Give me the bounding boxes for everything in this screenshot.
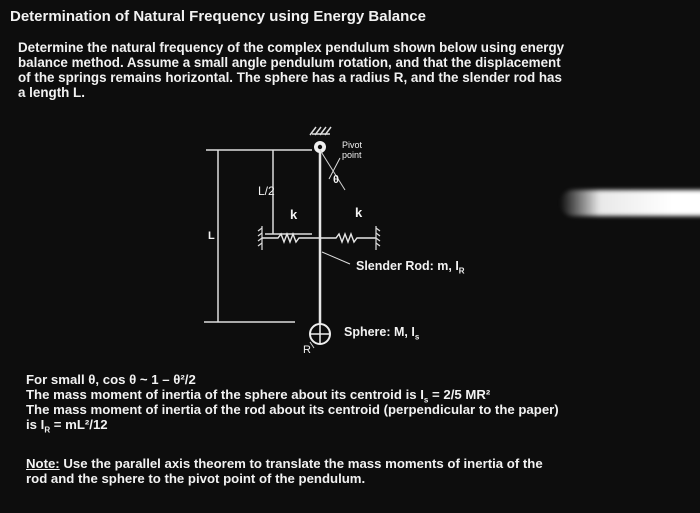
pivot-label-line2: point — [342, 150, 362, 160]
small-angle-note: For small θ, cos θ ~ 1 – θ²/2 — [26, 372, 196, 387]
sphere-inertia-note: The mass moment of inertia of the sphere about its centroid is $I_s = 2/5$ MR² — [26, 387, 491, 405]
theta-label: θ — [333, 174, 339, 186]
rod-label: Slender Rod: m, $I_R$ — [356, 259, 465, 276]
left-spring — [262, 234, 320, 242]
problem-line-4: a length L. — [18, 85, 85, 100]
parallel-axis-note: Note: Use the parallel axis theorem to translate the mass moments of inertia of the — [26, 456, 543, 471]
problem-line-3: of the springs remains horizontal. The sphere has a radius R, and the slender rod has — [18, 70, 562, 85]
problem-line-1: Determine the natural frequency of the complex pendulum shown below using energy — [18, 40, 565, 55]
left-wall — [258, 226, 262, 250]
right-spring-label: k — [355, 205, 363, 220]
left-spring-label: k — [290, 207, 298, 222]
length-label: L — [208, 230, 215, 242]
page-title: Determination of Natural Frequency using Energy Balance — [10, 8, 426, 25]
half-length-label: L/2 — [258, 184, 275, 198]
parallel-axis-note-2: rod and the sphere to the pivot point of the pendulum. — [26, 471, 366, 486]
rod-inertia-note-2: is $I_R = mL^2/12$ — [26, 417, 108, 435]
radius-label: R — [303, 344, 311, 356]
ceiling-hatch — [310, 127, 331, 135]
rod-inertia-note-1: The mass moment of inertia of the rod about its centroid (perpendicular to the paper) — [26, 402, 559, 417]
problem-line-2: balance method. Assume a small angle pendulum rotation, and that the displacement — [18, 55, 561, 70]
right-spring — [320, 234, 376, 242]
pivot-label-line1: Pivot — [342, 140, 363, 150]
right-wall — [376, 226, 380, 250]
sphere-label: Sphere: M, $I_s$ — [344, 325, 420, 342]
